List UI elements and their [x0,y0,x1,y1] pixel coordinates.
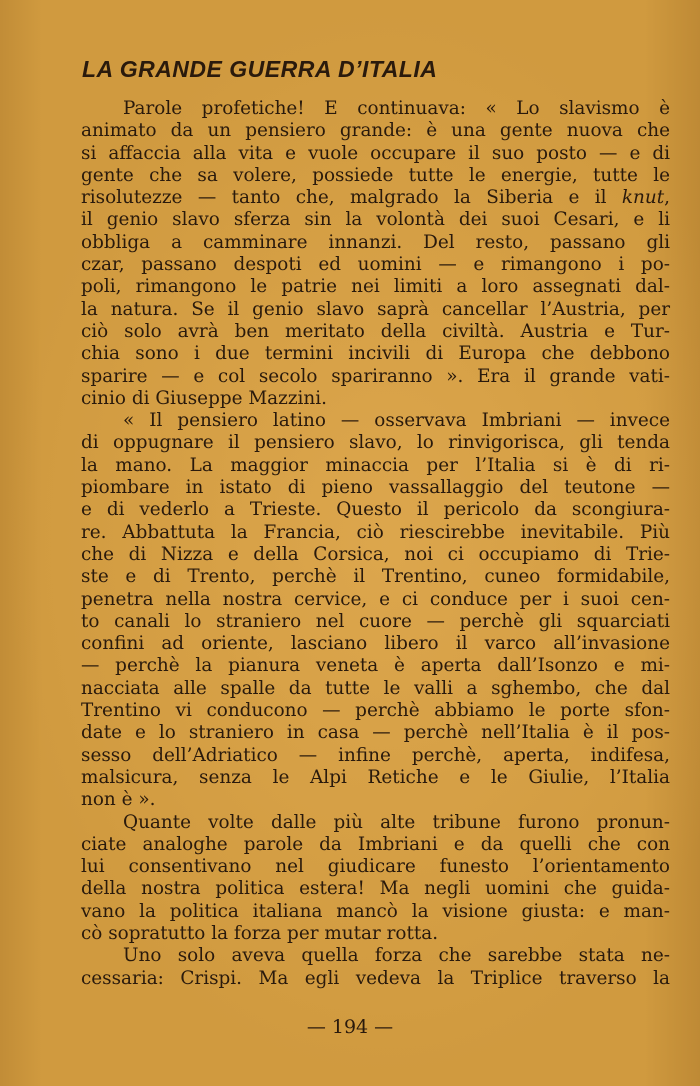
italic-word: knut [621,187,665,209]
text-line: e di vederlo a Trieste. Questo il pericolo da scongiura- [81,499,670,521]
text-line: animato da un pensiero grande: è una gente nuova che [81,120,670,142]
text-line: confini ad oriente, lasciano libero il varco all’invasione [81,633,670,655]
paragraph [81,945,670,990]
text-line: gente che sa volere, possiede tutte le energie, tutte le [81,164,670,186]
text-line: Quante volte dalle più alte tribune furono pronun- [123,811,670,833]
text-line: poli, rimangono le patrie nei limiti a loro assegnati dal- [81,276,670,298]
paragraph [81,812,670,946]
text-line: Trentino vi conducono — perchè abbiamo le porte sfon- [81,700,670,722]
text-line: to canali lo straniero nel cuore — perchè gli squarciati [81,610,670,632]
text-line: vano la politica italiana mancò la visione giusta: e man- [81,900,670,922]
text-line: di oppugnare il pensiero slavo, lo rinvigorisca, gli tenda [81,432,670,454]
text-line: che di Nizza e della Corsica, noi ci occupiamo di Trie- [81,543,670,565]
text-line: la mano. La maggior minaccia per l’Italia si è di ri- [81,454,670,476]
text-line: malsicura, senza le Alpi Retiche e le Giulie, l’Italia [81,766,670,788]
text-line: nacciata alle spalle da tutte le valli a sghembo, che dal [81,677,670,699]
text-line: cò sopratutto la forza per mutar rotta. [81,922,439,944]
text-line: piombare in istato di pieno vassallaggio del teutone — [81,477,670,499]
text-line: risolutezze — tanto che, malgrado la Siberia e il knut, [81,187,670,209]
text-line: czar, passano despoti ed uomini — e rimangono i po- [81,254,670,276]
text-line: obbliga a camminare innanzi. Del resto, passano gli [81,231,670,253]
running-head: LA GRANDE GUERRA D’ITALIA [82,56,438,82]
text-line: non è ». [81,789,156,811]
text-line: chia sono i due termini incivili di Europa che debbono [81,343,670,365]
text-line: della nostra politica estera! Ma negli uomini che guida- [81,878,670,900]
page-number: — 194 — [306,1016,394,1038]
text-line: ciate analoghe parole da Imbriani e da quelli che con [81,833,670,855]
text-line: penetra nella nostra cervice, e ci conduce per i suoi cen- [81,588,670,610]
paragraph [81,98,670,410]
text-line: si affaccia alla vita e vuole occupare il suo posto — e di [81,142,670,164]
text-line: sesso dell’Adriatico — infine perchè, aperta, indifesa, [81,744,670,766]
text-line: re. Abbattuta la Francia, ciò riescirebbe inevitabile. Più [81,521,670,543]
text-line: date e lo straniero in casa — perchè nell’Italia è il pos- [81,722,670,744]
text-line: lui consentivano nel giudicare funesto l’orientamento [81,856,670,878]
text-line: « Il pensiero latino — osservava Imbriani — invece [123,410,670,432]
text-line: sparire — e col secolo spariranno ». Era il grande vati- [81,365,670,387]
body-text [81,98,670,990]
text-line: Uno solo aveva quella forza che sarebbe stata ne- [123,945,670,967]
text-line: cinio di Giuseppe Mazzini. [81,387,327,409]
text-line: la natura. Se il genio slavo saprà cancellar l’Austria, per [81,298,670,320]
text-line: ste e di Trento, perchè il Trentino, cuneo formidabile, [81,566,670,588]
text-line: ciò solo avrà ben meritato della civiltà. Austria e Tur- [81,320,670,342]
text-line: — perchè la pianura veneta è aperta dall’Isonzo e mi- [81,655,670,677]
text-line: cessaria: Crispi. Ma egli vedeva la Triplice traverso la [81,967,670,989]
text-line: Parole profetiche! E continuava: « Lo slavismo è [123,98,670,119]
text-line: il genio slavo sferza sin la volontà dei suoi Cesari, e li [81,209,670,231]
paragraph [81,410,670,811]
